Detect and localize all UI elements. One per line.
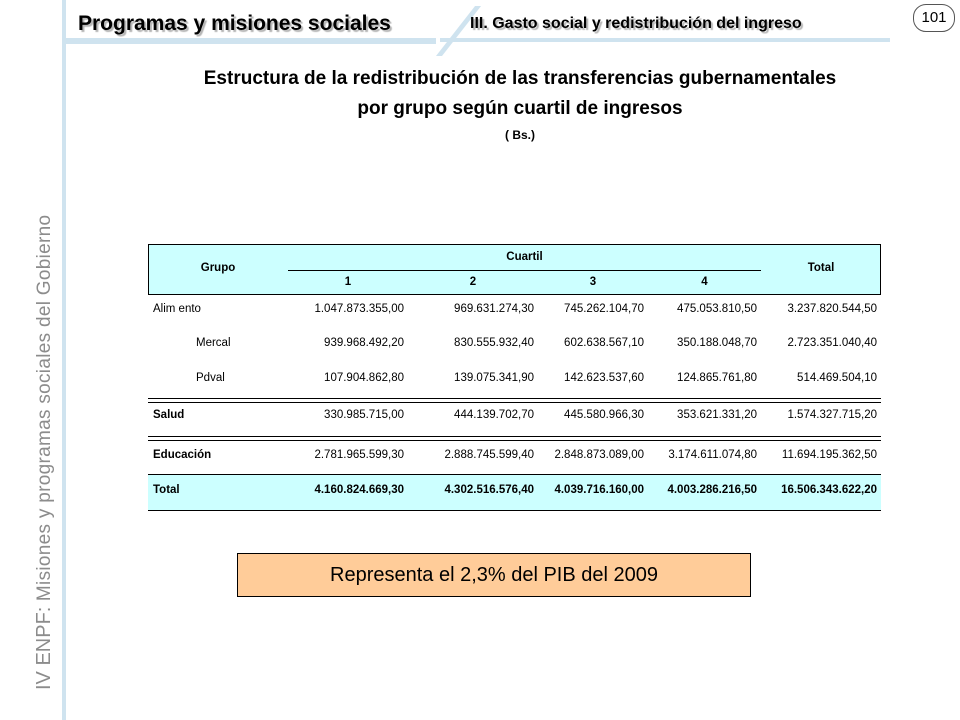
header-underline [66,38,436,44]
cell: 107.904.862,80 [324,372,404,384]
header-quartile-4: 4 [701,276,708,288]
cell: 939.968.492,20 [324,337,404,349]
cell: 124.865.761,80 [677,372,757,384]
cell: 445.580.966,30 [564,409,644,421]
cell: 3.237.820.544,50 [787,303,877,315]
cell: 444.139.702,70 [454,409,534,421]
rule-group-1b [148,402,881,403]
side-divider [62,0,66,720]
cell: 2.781.965.599,30 [314,449,404,461]
header-quartile-1: 1 [344,276,352,288]
cell: 514.469.504,10 [797,372,877,384]
rule-header-bottom [148,294,881,295]
cell: 745.262.104,70 [564,303,644,315]
header-grupo: Grupo [200,262,236,274]
cell: 2.888.745.599,40 [444,449,534,461]
cell: 830.555.932,40 [454,337,534,349]
row-label-pdval: Pdval [196,372,225,384]
header-total: Total [807,262,835,274]
cell: 602.638.567,10 [564,337,644,349]
cell: 350.188.048,70 [677,337,757,349]
cell: 3.174.611.074,80 [668,449,757,461]
cell: 4.039.716.160,00 [554,484,644,496]
table-title-line2: por grupo según cuartil de ingresos [357,98,683,119]
cell: 1.574.327.715,20 [787,409,877,421]
rule-bottom [148,510,881,511]
rule-left-head [148,244,149,294]
rule-top [148,244,881,245]
cell: 1.047.873.355,00 [314,303,404,315]
cell: 4.302.516.576,40 [444,484,534,496]
cell: 353.621.331,20 [677,409,757,421]
report-code: IV ENPF: [33,606,55,690]
row-label-salud: Salud [153,409,185,421]
row-label-total: Total [153,484,180,496]
subsection-title: III. Gasto social y redistribución del ingreso [470,15,802,32]
cell: 969.631.274,30 [454,303,534,315]
rule-total-top [148,474,881,475]
cell: 2.848.873.089,00 [554,449,644,461]
header-quartile-3: 3 [589,276,597,288]
pib-note-box: Representa el 2,3% del PIB del 2009 [237,553,751,597]
rule-right-head [880,244,881,294]
rule-group-2b [148,440,881,441]
row-label-mercal: Mercal [196,337,231,349]
cell: 16.506.343.622,20 [781,484,877,496]
cell: 475.053.810,50 [677,303,757,315]
header-underline-right [440,38,890,42]
report-subtitle: Misiones y programas sociales del Gobierno [34,214,55,602]
table-title-line1: Estructura de la redistribución de las transferencias gubernamentales [203,68,837,89]
row-label-educacion: Educación [153,449,212,461]
section-title: Programas y misiones sociales [78,12,391,35]
row-label-alimento: Alim ento [153,303,201,315]
cell: 2.723.351.040,40 [787,337,877,349]
cell: 330.985.715,00 [324,409,404,421]
vertical-report-label [33,215,56,690]
cell: 11.694.195.362,50 [781,449,877,461]
cell: 4.003.286.216,50 [667,484,757,496]
table-unit: ( Bs.) [505,128,535,142]
cell: 4.160.824.669,30 [314,484,404,496]
rule-group-1a [148,398,881,399]
header-quartile-2: 2 [469,276,477,288]
rule-cuartil [288,270,761,271]
cell: 142.623.537,60 [564,372,644,384]
header-cuartil: Cuartil [506,251,543,263]
redistribution-table [148,244,881,510]
page-number-badge: 101 [913,4,955,32]
rule-group-2a [148,436,881,437]
cell: 139.075.341,90 [454,372,534,384]
